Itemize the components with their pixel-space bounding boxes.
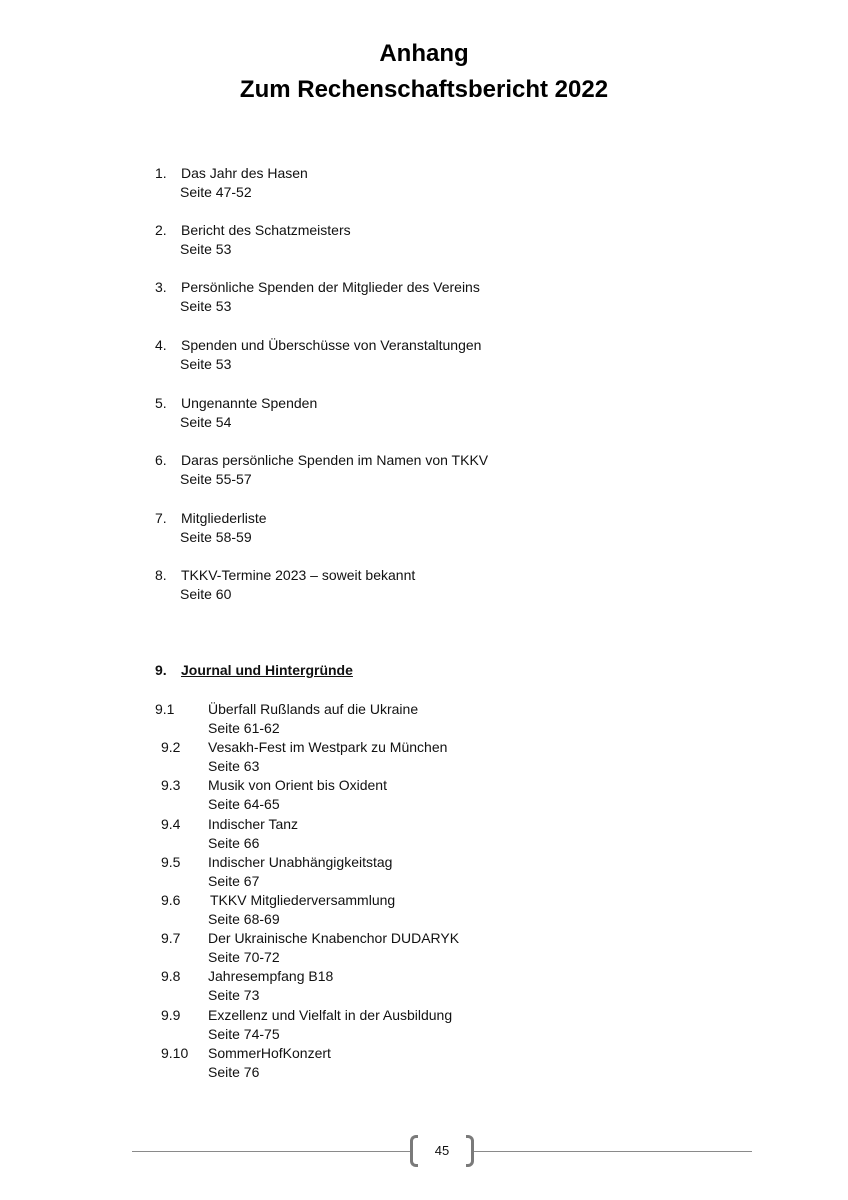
open-bracket-icon bbox=[410, 1135, 418, 1167]
subsection-page: Seite 70-72 bbox=[208, 949, 280, 965]
subsection-number: 9.9 bbox=[161, 1007, 181, 1023]
entry-number: 8. bbox=[155, 567, 167, 583]
subsection-page: Seite 74-75 bbox=[208, 1026, 280, 1042]
subsection-title: Der Ukrainische Knabenchor DUDARYK bbox=[208, 930, 460, 946]
section-title: Journal und Hintergründe bbox=[181, 662, 353, 678]
page-number: 45 bbox=[434, 1143, 450, 1158]
subsection-number: 9.6 bbox=[161, 892, 181, 908]
subsection-page: Seite 67 bbox=[208, 873, 260, 889]
entry-number: 1. bbox=[155, 165, 167, 181]
subsection-number: 9.8 bbox=[161, 968, 181, 984]
entry-title: Mitgliederliste bbox=[181, 510, 267, 526]
subsection-page: Seite 73 bbox=[208, 987, 260, 1003]
subsection-number: 9.7 bbox=[161, 930, 181, 946]
subsection-title: Vesakh-Fest im Westpark zu München bbox=[208, 739, 448, 755]
subsection-page: Seite 63 bbox=[208, 758, 260, 774]
entry-number: 6. bbox=[155, 452, 167, 468]
subsection-title: Überfall Rußlands auf die Ukraine bbox=[208, 701, 419, 717]
entry-number: 2. bbox=[155, 222, 167, 238]
entry-page: Seite 58-59 bbox=[180, 529, 252, 545]
subsection-number: 9.2 bbox=[161, 739, 181, 755]
subsection-page: Seite 66 bbox=[208, 835, 260, 851]
entry-page: Seite 55-57 bbox=[180, 471, 252, 487]
entry-title: Bericht des Schatzmeisters bbox=[181, 222, 351, 238]
entry-page: Seite 53 bbox=[180, 241, 232, 257]
footer-rule-right bbox=[474, 1151, 752, 1152]
section-number: 9. bbox=[155, 662, 167, 678]
entry-page: Seite 60 bbox=[180, 586, 232, 602]
entry-number: 5. bbox=[155, 395, 167, 411]
entry-page: Seite 54 bbox=[180, 414, 232, 430]
subsection-number: 9.3 bbox=[161, 777, 181, 793]
subsection-number: 9.1 bbox=[155, 701, 175, 717]
subsection-number: 9.5 bbox=[161, 854, 181, 870]
subsection-page: Seite 68-69 bbox=[208, 911, 280, 927]
footer-rule-left bbox=[132, 1151, 410, 1152]
entry-page: Seite 47-52 bbox=[180, 184, 252, 200]
subsection-title: Indischer Tanz bbox=[208, 816, 299, 832]
entry-title: Ungenannte Spenden bbox=[181, 395, 318, 411]
subsection-title: Musik von Orient bis Oxident bbox=[208, 777, 387, 793]
subsection-page: Seite 76 bbox=[208, 1064, 260, 1080]
close-bracket-icon bbox=[466, 1135, 474, 1167]
subsection-title: Indischer Unabhängigkeitstag bbox=[208, 854, 393, 870]
subsection-page: Seite 61-62 bbox=[208, 720, 280, 736]
entry-title: Persönliche Spenden der Mitglieder des Vereins bbox=[181, 279, 480, 295]
entry-page: Seite 53 bbox=[180, 298, 232, 314]
page-title: Anhang bbox=[379, 40, 469, 67]
entry-title: Das Jahr des Hasen bbox=[181, 165, 308, 181]
entry-number: 3. bbox=[155, 279, 167, 295]
subsection-number: 9.4 bbox=[161, 816, 181, 832]
entry-number: 7. bbox=[155, 510, 167, 526]
entry-title: TKKV-Termine 2023 – soweit bekannt bbox=[181, 567, 416, 583]
subsection-title: Exzellenz und Vielfalt in der Ausbildung bbox=[208, 1007, 453, 1023]
page-subtitle: Zum Rechenschaftsbericht 2022 bbox=[239, 76, 609, 103]
subsection-number: 9.10 bbox=[161, 1045, 189, 1061]
subsection-title: Jahresempfang B18 bbox=[208, 968, 334, 984]
entry-page: Seite 53 bbox=[180, 356, 232, 372]
subsection-title: TKKV Mitgliederversammlung bbox=[210, 892, 396, 908]
entry-title: Spenden und Überschüsse von Veranstaltungen bbox=[181, 337, 482, 353]
entry-title: Daras persönliche Spenden im Namen von TKKV bbox=[181, 452, 489, 468]
entry-number: 4. bbox=[155, 337, 167, 353]
subsection-page: Seite 64-65 bbox=[208, 796, 280, 812]
subsection-title: SommerHofKonzert bbox=[208, 1045, 331, 1061]
